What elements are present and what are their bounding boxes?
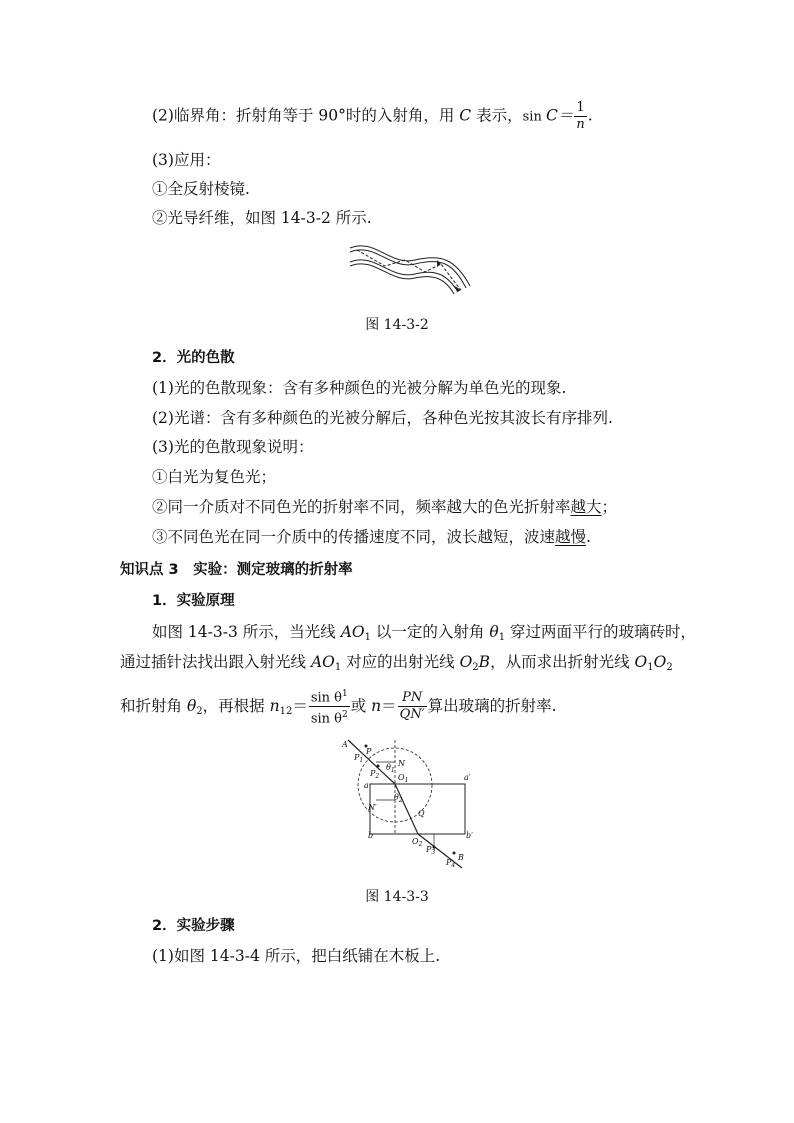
ray-arrow-icon [437, 260, 441, 267]
label-b-prime: b′ [466, 831, 473, 840]
figure-caption-2: 图 14-3-3 [365, 889, 429, 905]
label-P1: $P_1$ [354, 753, 364, 764]
critical-angle-line: (2)临界角：折射角等于 90°时的入射角，用 C 表示，sin C＝ $\frac{1}{n}$ . [152, 100, 593, 132]
label-N-prime: N′ [368, 803, 377, 812]
dispersion-title: 2．光的色散 [152, 350, 235, 366]
critical-fraction: $\frac{1}{n}$ [576, 100, 585, 132]
pin-p4-dot [453, 852, 456, 855]
label-O2: $O_2$ [412, 837, 423, 848]
fiber-outer-bottom [350, 264, 454, 294]
refracted-ray [395, 784, 418, 834]
label-a: a [364, 781, 369, 790]
optical-fiber-figure [345, 238, 475, 300]
principle-line-2: 通过插针法找出跟入射光线 $AO_1$ 对应的出射光线 $O_2B$，从而求出折射光线 $O_1O_2$ [120, 653, 673, 673]
underline-answer-1: 越大 [570, 498, 602, 516]
label-A: A [342, 740, 348, 749]
pin-p2-dot [377, 765, 380, 768]
emergent-ray [418, 834, 462, 868]
dispersion-p6: ③不同色光在同一介质中的传播速度不同，波长越短，波速越慢. [152, 528, 591, 546]
principle-line-3: 和折射角 $\theta_2$，再根据 $n_{12}=$ $\frac{\sin \theta^1}{\sin \theta^2}$ 或 n＝ $\frac{PN}{QN'}$ 算出玻璃的折射率. [120, 686, 557, 728]
label-Q: Q [418, 809, 425, 818]
steps-p1: (1)如图 14-3-4 所示，把白纸铺在木板上. [152, 947, 441, 965]
label-P: P [366, 747, 372, 756]
dispersion-p4: ①白光为复色光； [152, 468, 277, 486]
label-theta2: $\theta_2$ [394, 793, 403, 804]
fiber-outer-top [350, 246, 470, 286]
experiment-steps-title: 2．实验步骤 [152, 918, 235, 934]
underline-answer-2: 越慢 [555, 528, 587, 546]
knowledge-point-3-title: 知识点 3 实验：测定玻璃的折射率 [120, 562, 353, 578]
dispersion-p5: ②同一介质对不同色光的折射率不同，频率越大的色光折射率越大； [152, 498, 618, 516]
experiment-principle-title: 1．实验原理 [152, 593, 235, 609]
label-O1: $O_1$ [398, 773, 409, 784]
label-P2: $P_2$ [370, 769, 380, 780]
light-ray-path [357, 250, 461, 290]
label-N: N [398, 759, 405, 768]
sine-ratio-fraction: $\frac{\sin \theta^1}{\sin \theta^2}$ [309, 686, 350, 728]
label-theta1: $\theta_1$ [386, 763, 395, 774]
application-heading: (3)应用： [152, 151, 221, 169]
dispersion-p1: (1)光的色散现象：含有多种颜色的光被分解为单色光的现象. [152, 379, 567, 397]
length-ratio-fraction: $\frac{PN}{QN'}$ [399, 690, 425, 723]
dispersion-p3: (3)光的色散现象说明： [152, 438, 314, 456]
label-P3: $P_3$ [426, 845, 436, 856]
label-b: b [368, 831, 374, 840]
glass-refraction-figure [340, 738, 490, 870]
application-item-2: ②光导纤维，如图 14-3-2 所示. [152, 209, 372, 227]
figure-caption-1: 图 14-3-2 [365, 317, 429, 333]
label-a-prime: a′ [464, 773, 471, 782]
dispersion-p2: (2)光谱：含有多种颜色的光被分解后，各种色光按其波长有序排列. [152, 409, 613, 427]
application-item-1: ①全反射棱镜. [152, 180, 250, 198]
label-B: B [458, 853, 464, 862]
label-P4: $P_4$ [446, 858, 456, 869]
principle-line-1: 如图 14-3-3 所示，当光线 $AO_1$ 以一定的入射角 $\theta_1$ 穿过两面平行的玻璃砖时， [152, 623, 696, 643]
